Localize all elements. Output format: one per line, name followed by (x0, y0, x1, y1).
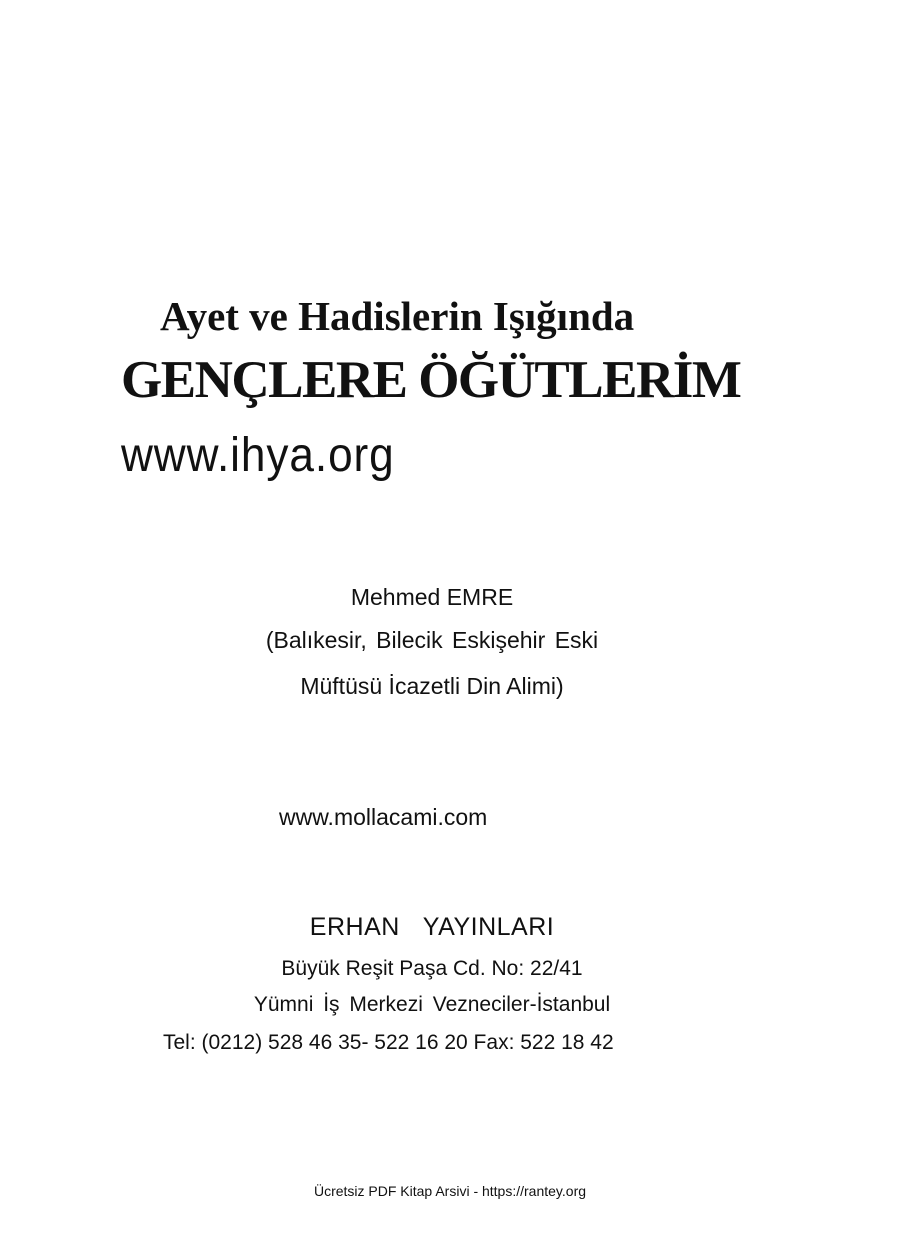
publisher-contact: Tel: (0212) 528 46 35- 522 16 20 Fax: 522 18 42 (163, 1031, 614, 1054)
author-description-line2: Müftüsü İcazetli Din Alimi) (300, 673, 564, 699)
footer-note: Ücretsiz PDF Kitap Arsivi - https://rantey.org (313, 1183, 587, 1199)
publisher-name: ERHAN YAYINLARI (309, 913, 555, 941)
author-description-line1: (Balıkesir, Bilecik Eskişehir Eski (265, 627, 599, 653)
book-subtitle: Ayet ve Hadislerin Işığında (160, 293, 635, 339)
book-title: GENÇLERE ÖĞÜTLERİM (121, 351, 741, 409)
author-name: Mehmed EMRE (350, 584, 514, 610)
website-url: www.ihya.org (121, 429, 395, 482)
publisher-address-line2: Yümni İş Merkezi Vezneciler-İstanbul (253, 993, 611, 1016)
secondary-website-url: www.mollacami.com (279, 804, 488, 830)
publisher-address-line1: Büyük Reşit Paşa Cd. No: 22/41 (281, 957, 583, 980)
